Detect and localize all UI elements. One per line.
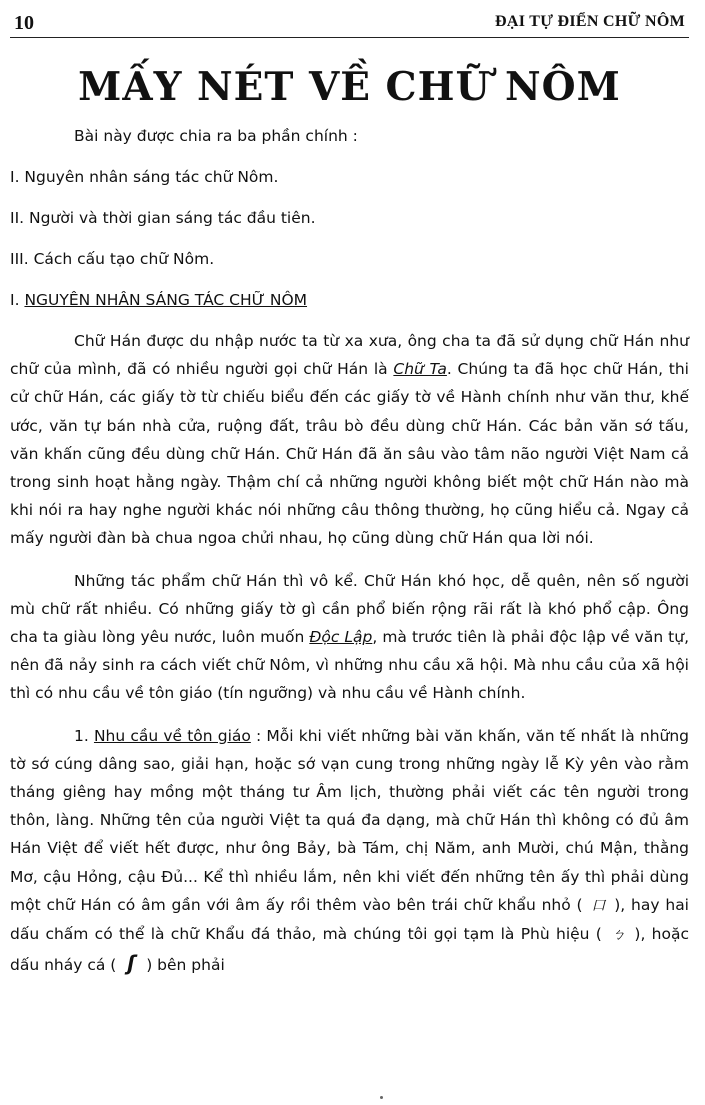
- outline: [10, 116, 689, 280]
- paragraph-3-text-a: : Mỗi khi viết những bài văn khấn, văn tế nhất là những tờ sớ cúng dâng sao, giải hạn, hoặc sớ vạn cung trong những ngày lễ Kỳ yên vào rằm tháng giêng hay mồng một tháng tư Âm lịch, thường phải viết các tên người trong thôn, làng. Những tên của người Việt ta quá đa dạng, mà chữ Hán thì không có đủ âm Hán Việt để viết hết được, như ông Bảy, bà Tám, chị Năm, anh Mười, chú Mận, thằng Mơ, cậu Hỏng, cậu Đủ... Kể thì nhiều lắm, nên khi viết đến những tên ấy thì phải dùng một chữ Hán có âm gần với âm ấy rồi thêm vào bên trái chữ khẩu nhỏ (: [10, 726, 690, 914]
- phu-hieu-glyph: ㄅ: [611, 927, 626, 944]
- paragraph-3-text-b: ), hay hai dấu chấm có thể là chữ Khẩu đá thảo, mà chúng tôi gọi tạm là Phù hiệu (: [10, 895, 689, 944]
- intro-line: Bài này được chia ra ba phần chính :: [74, 127, 358, 145]
- section-title: NGUYÊN NHÂN SÁNG TÁC CHỮ NÔM: [24, 291, 308, 309]
- outline-item-1: I. Nguyên nhân sáng tác chữ Nôm.: [10, 168, 279, 186]
- paragraph-3-text-c: ), hoặc dấu nháy cá (: [10, 925, 689, 975]
- page-speck: [380, 1096, 383, 1099]
- page-header: [10, 0, 689, 40]
- paragraph-2: [10, 567, 689, 708]
- page-title: MẤY NÉT VỀ CHỮ NÔM: [78, 64, 621, 110]
- paragraph-1-text-b: . Chúng ta đã học chữ Hán, thi cử chữ Hán, các giấy tờ từ chiếu biểu đến các giấy tờ về Hành chính như văn thư, khế ước, văn tự bán nhà cửa, ruộng đất, trâu bò đều dùng chữ Hán. Các bản văn sớ tấu, văn khấn cũng đều dùng chữ Hán. Chữ Hán đã ăn sâu vào tâm não người Việt Nam cả trong sinh hoạt hằng ngày. Thậm chí cả những người không biết một chữ Hán nào mà khi nói ra hay nghe người khác nói những câu thông thường, họ cũng hiểu cả. Ngay cả mấy người đàn bà chua ngoa chửi nhau, họ cũng dùng chữ Hán qua lời nói.: [10, 360, 689, 548]
- page-number: 10: [14, 12, 34, 34]
- paragraph-1-emphasis: Chữ Ta: [393, 360, 447, 379]
- paragraph-2-text-a: Những tác phẩm chữ Hán thì vô kể. Chữ Hán khó học, dễ quên, nên số người mù chữ rất nhiều. Có những giấy tờ gì cần phổ biến rộng rãi rất là khó phổ cập. Ông cha ta giàu lòng yêu nước, luôn muốn: [10, 571, 689, 647]
- nhay-ca-glyph: ʃ: [127, 951, 136, 976]
- section-heading: [10, 280, 689, 321]
- khau-glyph: 口: [591, 897, 606, 914]
- paragraph-3-number: 1.: [74, 726, 94, 745]
- section-prefix: I.: [10, 291, 25, 309]
- outline-item-2: II. Người và thời gian sáng tác đầu tiên.: [10, 209, 316, 227]
- paragraph-2-emphasis: Độc Lập: [309, 628, 373, 647]
- running-title: ĐẠI TỰ ĐIỂN CHỮ NÔM: [495, 13, 685, 30]
- paragraph-1: [10, 327, 689, 553]
- paragraph-3: [10, 722, 689, 980]
- outline-item-3: III. Cách cấu tạo chữ Nôm.: [10, 250, 215, 268]
- paragraph-3-text-d: ) bên phải: [141, 956, 225, 975]
- paragraph-1-text-a: Chữ Hán được du nhập nước ta từ xa xưa, ông cha ta đã sử dụng chữ Hán như chữ của mình, đã có nhiều người gọi chữ Hán là: [10, 332, 689, 379]
- paragraph-3-heading: Nhu cầu về tôn giáo: [93, 726, 251, 745]
- header-rule: [10, 37, 689, 38]
- paragraph-2-text-b: , mà trước tiên là phải độc lập về văn tự, nên đã nảy sinh ra cách viết chữ Nôm, vì những nhu cầu xã hội. Mà nhu cầu của xã hội thì có nhu cầu về tôn giáo (tín ngưỡng) và nhu cầu về Hành chính.: [10, 628, 689, 703]
